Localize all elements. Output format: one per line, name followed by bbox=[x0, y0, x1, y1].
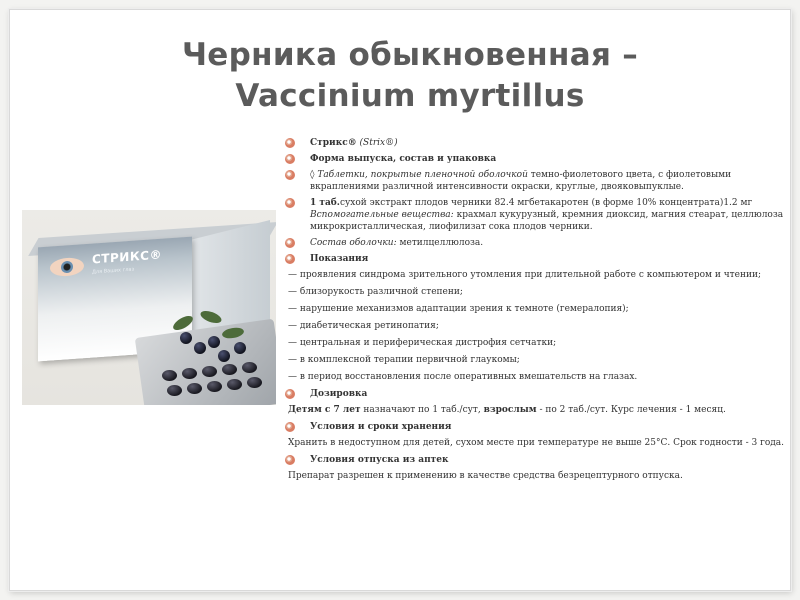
indication-item: — диабетическая ретинопатия; bbox=[288, 321, 439, 331]
tablet bbox=[167, 385, 182, 396]
indication-item: — в период восстановления после оперативных вмешательств на глазах. bbox=[288, 372, 638, 382]
product-brand: СТРИКС® bbox=[92, 247, 162, 267]
dispensing-text: Препарат разрешен к применению в качестве средства безрецептурного отпуска. bbox=[288, 471, 683, 481]
list-item bbox=[285, 237, 785, 249]
bullet-icon bbox=[285, 198, 295, 208]
bullet-icon bbox=[285, 238, 295, 248]
content-body bbox=[285, 137, 785, 487]
section-heading: Условия и сроки хранения bbox=[310, 422, 452, 432]
excipients-label: Вспомогательные вещества: bbox=[310, 210, 454, 220]
title-line-2: Vaccinium myrtillus bbox=[235, 78, 585, 114]
berry bbox=[180, 332, 192, 344]
diamond-prefix: ◊ bbox=[310, 170, 318, 180]
bullet-icon bbox=[285, 455, 295, 465]
bullet-icon bbox=[285, 138, 295, 148]
indication-item: — в комплексной терапии первичной глаукомы; bbox=[288, 355, 520, 365]
coating-label: Состав оболочки: bbox=[310, 238, 397, 248]
list-item bbox=[285, 388, 785, 400]
tablet bbox=[202, 366, 217, 377]
berry bbox=[194, 342, 206, 354]
bullet-icon bbox=[285, 422, 295, 432]
tablet bbox=[187, 383, 202, 394]
list-item bbox=[285, 153, 785, 165]
tablet bbox=[227, 379, 242, 390]
list-item bbox=[285, 421, 785, 433]
section-heading: Дозировка bbox=[310, 389, 368, 399]
bullet-icon bbox=[285, 154, 295, 164]
berry bbox=[234, 342, 246, 354]
list-item bbox=[285, 253, 785, 265]
list-item bbox=[285, 454, 785, 466]
dosage-adults: взрослым bbox=[483, 405, 537, 415]
dosage-text bbox=[285, 404, 785, 416]
slide-title bbox=[70, 35, 750, 117]
coating-text: метилцеллюлоза. bbox=[396, 238, 484, 248]
tablet bbox=[162, 370, 177, 381]
tablet bbox=[247, 377, 262, 388]
list-item bbox=[285, 169, 785, 193]
composition-label: 1 таб. bbox=[310, 198, 340, 208]
list-item bbox=[285, 137, 785, 149]
list-item bbox=[285, 197, 785, 233]
indication-item: — близорукость различной степени; bbox=[288, 287, 463, 297]
storage-text: Хранить в недоступном для детей, сухом месте при температуре не выше 25°С. Срок годности - 3 года. bbox=[288, 438, 785, 448]
form-label: Таблетки, покрытые пленочной оболочкой bbox=[317, 170, 528, 180]
bullet-icon bbox=[285, 170, 295, 180]
product-photo bbox=[22, 210, 276, 405]
dosage-adults-text: - по 2 таб./сут. Курс лечения - 1 месяц. bbox=[536, 405, 726, 415]
composition-text: сухой экстракт плодов черники 82.4 мгбетакаротен (в форме 10% концентрата)1.2 мг bbox=[339, 198, 753, 208]
tablet bbox=[242, 362, 257, 373]
tablet bbox=[207, 381, 222, 392]
bullet-icon bbox=[285, 254, 295, 264]
section-heading: Показания bbox=[310, 254, 369, 264]
tablet bbox=[222, 364, 237, 375]
product-brand-sub: Для Ваших глаз bbox=[92, 266, 135, 276]
indication-item: — проявления синдрома зрительного утомления при длительной работе с компьютером и чтении; bbox=[288, 270, 761, 280]
berry bbox=[218, 350, 230, 362]
section-heading: Форма выпуска, состав и упаковка bbox=[310, 154, 497, 164]
indication-item: — центральная и периферическая дистрофия сетчатки; bbox=[288, 338, 557, 348]
drug-name-latin: (Strix®) bbox=[356, 138, 398, 148]
indication-item: — нарушение механизмов адаптации зрения к темноте (гемералопия); bbox=[288, 304, 629, 314]
bullet-icon bbox=[285, 389, 295, 399]
dosage-children: Детям с 7 лет bbox=[288, 405, 361, 415]
tablet bbox=[182, 368, 197, 379]
berry bbox=[208, 336, 220, 348]
section-heading: Условия отпуска из аптек bbox=[310, 455, 449, 465]
slide-frame bbox=[9, 9, 791, 591]
drug-name: Стрикс® bbox=[310, 138, 357, 148]
excipients-text: крахмал кукурузный, кремния диоксид, магния стеарат, целлюлоза микрокристаллическая, лиофилизат сока плодов черники. bbox=[310, 210, 784, 232]
title-line-1: Черника обыкновенная – bbox=[181, 37, 639, 73]
form-description: темно-фиолетового цвета, с фиолетовыми вкраплениями различной интенсивности окраски, круглые, двояковыпуклые. bbox=[310, 170, 732, 192]
dosage-children-text: назначают по 1 таб./сут, bbox=[360, 405, 484, 415]
